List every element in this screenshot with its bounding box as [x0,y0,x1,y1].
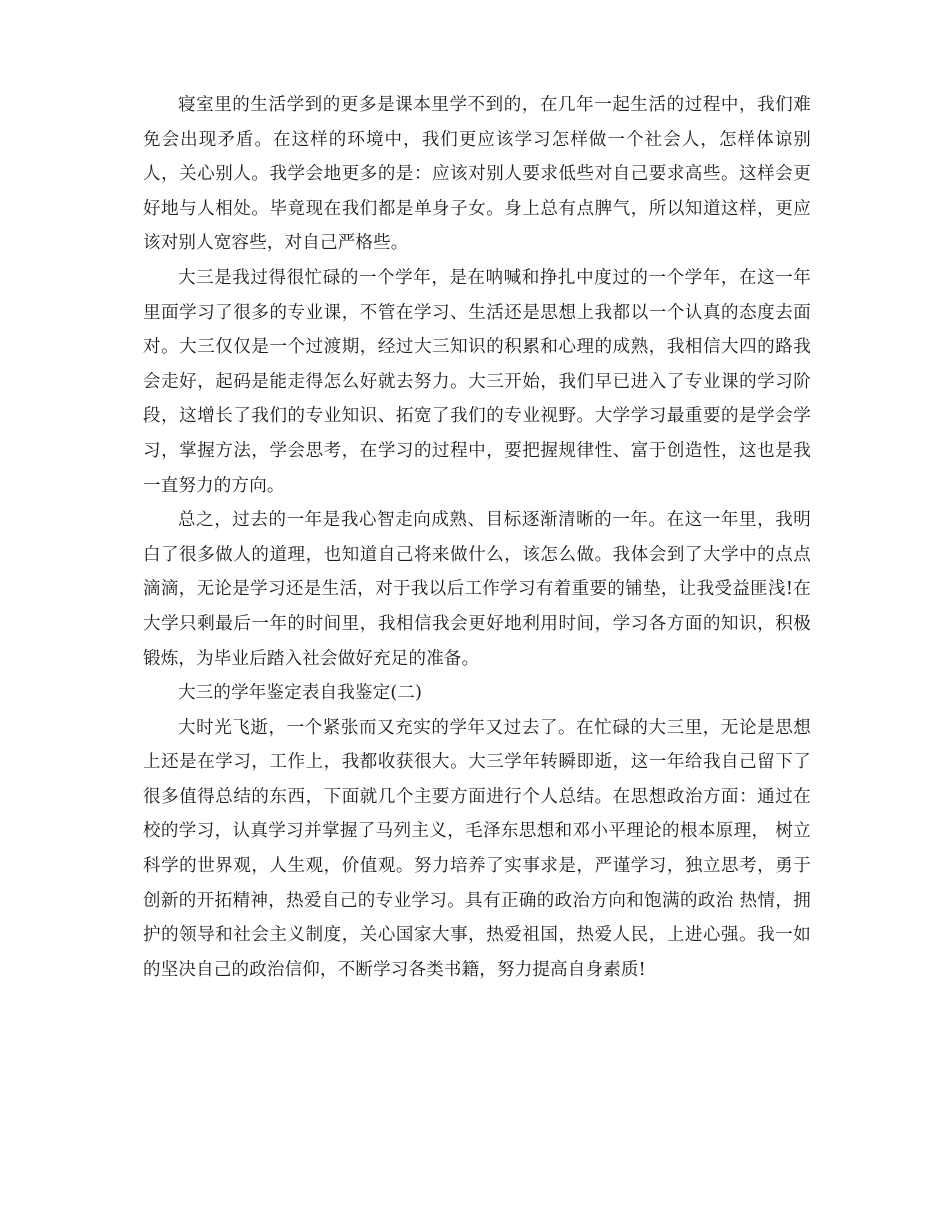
paragraph-conclusion: 总之，过去的一年是我心智走向成熟、目标逐渐清晰的一年。在这一年里，我明白了很多做人的道理，也知道自己将来做什么，该怎么做。我体会到了大学中的点点滴滴，无论是学习还是生活，对于我以后工作学习有着重要的铺垫，让我受益匪浅!在大学只剩最后一年的时间里，我相信我会更好地利用时间，学习各方面的知识，积极锻炼，为毕业后踏入社会做好充足的准备。 [143,510,811,669]
paragraph-dormitory-life: 寝室里的生活学到的更多是课本里学不到的，在几年一起生活的过程中，我们难免会出现矛盾。在这样的环境中，我们更应该学习怎样做一个社会人，怎样体谅别人，关心别人。我学会地更多的是：应该对别人要求低些对自己要求高些。这样会更好地与人相处。毕竟现在我们都是单身子女。身上总有点脾气，所以知道这样，更应该对别人宽容些，对自己严格些。 [143,95,811,254]
paragraph-junior-year-study: 大三是我过得很忙碌的一个学年，是在呐喊和挣扎中度过的一个学年，在这一年里面学习了很多的专业课，不管在学习、生活还是思想上我都以一个认真的态度去面对。大三仅仅是一个过渡期，经过大三知识的积累和心理的成熟，我相信大四的路我会走好，起码是能走得怎么好就去努力。大三开始，我们早已进入了专业课的学习阶段，这增长了我们的专业知识、拓宽了我们的专业视野。大学学习最重要的是学会学习，掌握方法，学会思考，在学习的过程中，要把握规律性、富于创造性，这也是我一直努力的方向。 [143,267,811,496]
document-body [143,88,811,987]
section-title: 大三的学年鉴定表自我鉴定(二) [178,683,423,704]
paragraph-self-assessment: 大时光飞逝，一个紧张而又充实的学年又过去了。在忙碌的大三里，无论是思想上还是在学习，工作上，我都收获很大。大三学年转瞬即逝，这一年给我自己留下了 很多值得总结的东西，下面就几个主要方面进行个人总结。在思想政治方面：通过在校的学习，认真学习并掌握了马列主义，毛泽东思想和邓小平理论的根本原理， 树立科学的世界观，人生观，价值观。努力培养了实事求是，严谨学习，独立思考，勇于创新的开拓精神，热爱自己的专业学习。具有正确的政治方向和饱满的政治 热情，拥护的领导和社会主义制度，关心国家大事，热爱祖国，热爱人民，上进心强。我一如的坚决自己的政治信仰，不断学习各类书籍，努力提高自身素质! [143,717,811,980]
